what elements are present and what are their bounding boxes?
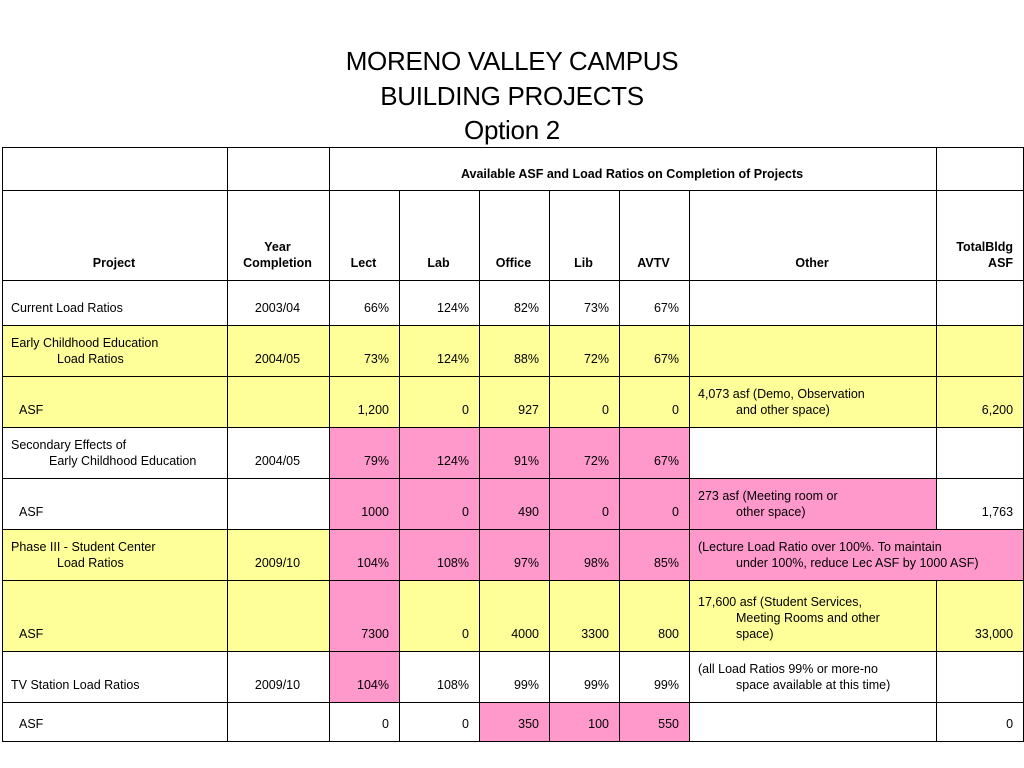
office-cell: 97% bbox=[480, 530, 550, 581]
project-cell bbox=[3, 377, 228, 428]
avtv-cell: 0 bbox=[620, 479, 690, 530]
project-cell: TV Station Load Ratios bbox=[3, 652, 228, 703]
year-cell bbox=[228, 479, 330, 530]
year-cell: 2004/05 bbox=[228, 326, 330, 377]
other-cell bbox=[690, 581, 937, 652]
header-office: Office bbox=[480, 191, 550, 281]
lect-cell: 7300 bbox=[330, 581, 400, 652]
total-cell: 33,000 bbox=[937, 581, 1024, 652]
lect-cell: 104% bbox=[330, 652, 400, 703]
table-row bbox=[3, 581, 1024, 652]
total-cell bbox=[937, 281, 1024, 326]
project-label: ASF bbox=[19, 717, 44, 731]
other-note-cell bbox=[690, 530, 1024, 581]
lab-cell: 0 bbox=[400, 581, 480, 652]
total-cell: 1,763 bbox=[937, 479, 1024, 530]
other-line-3: space) bbox=[736, 627, 774, 641]
other-line-1: (Lecture Load Ratio over 100%. To maintain bbox=[698, 540, 942, 554]
project-line-2: Load Ratios bbox=[57, 556, 124, 570]
project-cell bbox=[3, 479, 228, 530]
avtv-cell: 800 bbox=[620, 581, 690, 652]
total-cell bbox=[937, 652, 1024, 703]
column-header-row bbox=[3, 191, 1024, 281]
lib-cell: 98% bbox=[550, 530, 620, 581]
project-line-1: Phase III - Student Center bbox=[11, 540, 156, 554]
year-cell: 2009/10 bbox=[228, 530, 330, 581]
header-total bbox=[937, 191, 1024, 281]
office-cell: 88% bbox=[480, 326, 550, 377]
other-cell bbox=[690, 652, 937, 703]
title-line-3: Option 2 bbox=[464, 115, 560, 145]
title-line-2: BUILDING PROJECTS bbox=[380, 81, 644, 111]
blank-cell bbox=[3, 148, 228, 191]
project-cell bbox=[3, 703, 228, 742]
lib-cell: 100 bbox=[550, 703, 620, 742]
project-line-1: Early Childhood Education bbox=[11, 336, 159, 350]
project-label: ASF bbox=[19, 505, 44, 519]
lab-cell: 124% bbox=[400, 428, 480, 479]
other-line-1: 4,073 asf (Demo, Observation bbox=[698, 387, 865, 401]
project-cell bbox=[3, 530, 228, 581]
lect-cell: 0 bbox=[330, 703, 400, 742]
lib-cell: 72% bbox=[550, 428, 620, 479]
avtv-cell: 67% bbox=[620, 428, 690, 479]
total-cell bbox=[937, 326, 1024, 377]
lect-cell: 104% bbox=[330, 530, 400, 581]
table-row bbox=[3, 652, 1024, 703]
header-total-line-2: ASF bbox=[988, 256, 1014, 270]
group-header-row bbox=[3, 148, 1024, 191]
lib-cell: 72% bbox=[550, 326, 620, 377]
office-cell: 4000 bbox=[480, 581, 550, 652]
lib-cell: 0 bbox=[550, 377, 620, 428]
project-cell bbox=[3, 428, 228, 479]
lab-cell: 0 bbox=[400, 377, 480, 428]
avtv-cell: 0 bbox=[620, 377, 690, 428]
table-row bbox=[3, 703, 1024, 742]
avtv-cell: 67% bbox=[620, 326, 690, 377]
year-cell bbox=[228, 703, 330, 742]
other-cell bbox=[690, 703, 937, 742]
other-cell bbox=[690, 428, 937, 479]
other-cell bbox=[690, 377, 937, 428]
header-year-line-1: Year bbox=[264, 240, 291, 254]
year-cell bbox=[228, 581, 330, 652]
total-cell bbox=[937, 428, 1024, 479]
lect-cell: 73% bbox=[330, 326, 400, 377]
project-line-1: Secondary Effects of bbox=[11, 438, 127, 452]
lab-cell: 108% bbox=[400, 530, 480, 581]
lect-cell: 1000 bbox=[330, 479, 400, 530]
table-row bbox=[3, 377, 1024, 428]
avtv-cell: 67% bbox=[620, 281, 690, 326]
project-line-2: Load Ratios bbox=[57, 352, 124, 366]
office-cell: 82% bbox=[480, 281, 550, 326]
lib-cell: 73% bbox=[550, 281, 620, 326]
header-lab: Lab bbox=[400, 191, 480, 281]
header-lib: Lib bbox=[550, 191, 620, 281]
lect-cell: 66% bbox=[330, 281, 400, 326]
header-total-line-1: TotalBldg bbox=[956, 240, 1014, 254]
total-cell: 6,200 bbox=[937, 377, 1024, 428]
year-cell: 2004/05 bbox=[228, 428, 330, 479]
title-line-1: MORENO VALLEY CAMPUS bbox=[345, 46, 679, 76]
other-line-2: space available at this time) bbox=[736, 678, 891, 692]
header-lect: Lect bbox=[330, 191, 400, 281]
table-row bbox=[3, 326, 1024, 377]
lect-cell: 79% bbox=[330, 428, 400, 479]
office-cell: 99% bbox=[480, 652, 550, 703]
header-year bbox=[228, 191, 330, 281]
header-avtv: AVTV bbox=[620, 191, 690, 281]
other-cell bbox=[690, 479, 937, 530]
lib-cell: 3300 bbox=[550, 581, 620, 652]
lib-cell: 0 bbox=[550, 479, 620, 530]
office-cell: 927 bbox=[480, 377, 550, 428]
project-cell bbox=[3, 326, 228, 377]
group-header: Available ASF and Load Ratios on Completion of Projects bbox=[330, 148, 937, 191]
lab-cell: 108% bbox=[400, 652, 480, 703]
blank-cell bbox=[228, 148, 330, 191]
other-line-2: and other space) bbox=[736, 403, 830, 417]
other-line-1: 17,600 asf (Student Services, bbox=[698, 595, 862, 609]
lab-cell: 124% bbox=[400, 281, 480, 326]
project-cell: Current Load Ratios bbox=[3, 281, 228, 326]
office-cell: 350 bbox=[480, 703, 550, 742]
other-cell bbox=[690, 281, 937, 326]
blank-cell bbox=[937, 148, 1024, 191]
year-cell bbox=[228, 377, 330, 428]
header-project: Project bbox=[3, 191, 228, 281]
lib-cell: 99% bbox=[550, 652, 620, 703]
office-cell: 490 bbox=[480, 479, 550, 530]
year-cell: 2009/10 bbox=[228, 652, 330, 703]
other-line-2: Meeting Rooms and other bbox=[736, 611, 880, 625]
table-row bbox=[3, 428, 1024, 479]
other-line-1: (all Load Ratios 99% or more-no bbox=[698, 662, 878, 676]
lab-cell: 0 bbox=[400, 703, 480, 742]
other-line-1: 273 asf (Meeting room or bbox=[698, 489, 838, 503]
project-line-2: Early Childhood Education bbox=[49, 454, 197, 468]
building-projects-table bbox=[2, 147, 1024, 742]
project-cell bbox=[3, 581, 228, 652]
table-row bbox=[3, 479, 1024, 530]
table-row bbox=[3, 530, 1024, 581]
avtv-cell: 550 bbox=[620, 703, 690, 742]
lab-cell: 0 bbox=[400, 479, 480, 530]
total-cell: 0 bbox=[937, 703, 1024, 742]
table-row bbox=[3, 281, 1024, 326]
lab-cell: 124% bbox=[400, 326, 480, 377]
project-label: ASF bbox=[19, 627, 44, 641]
project-label: ASF bbox=[19, 403, 44, 417]
year-cell: 2003/04 bbox=[228, 281, 330, 326]
other-line-2: other space) bbox=[736, 505, 806, 519]
office-cell: 91% bbox=[480, 428, 550, 479]
avtv-cell: 99% bbox=[620, 652, 690, 703]
header-year-line-2: Completion bbox=[243, 256, 312, 270]
lect-cell: 1,200 bbox=[330, 377, 400, 428]
other-line-2: under 100%, reduce Lec ASF by 1000 ASF) bbox=[736, 556, 979, 570]
other-cell bbox=[690, 326, 937, 377]
header-other: Other bbox=[690, 191, 937, 281]
avtv-cell: 85% bbox=[620, 530, 690, 581]
